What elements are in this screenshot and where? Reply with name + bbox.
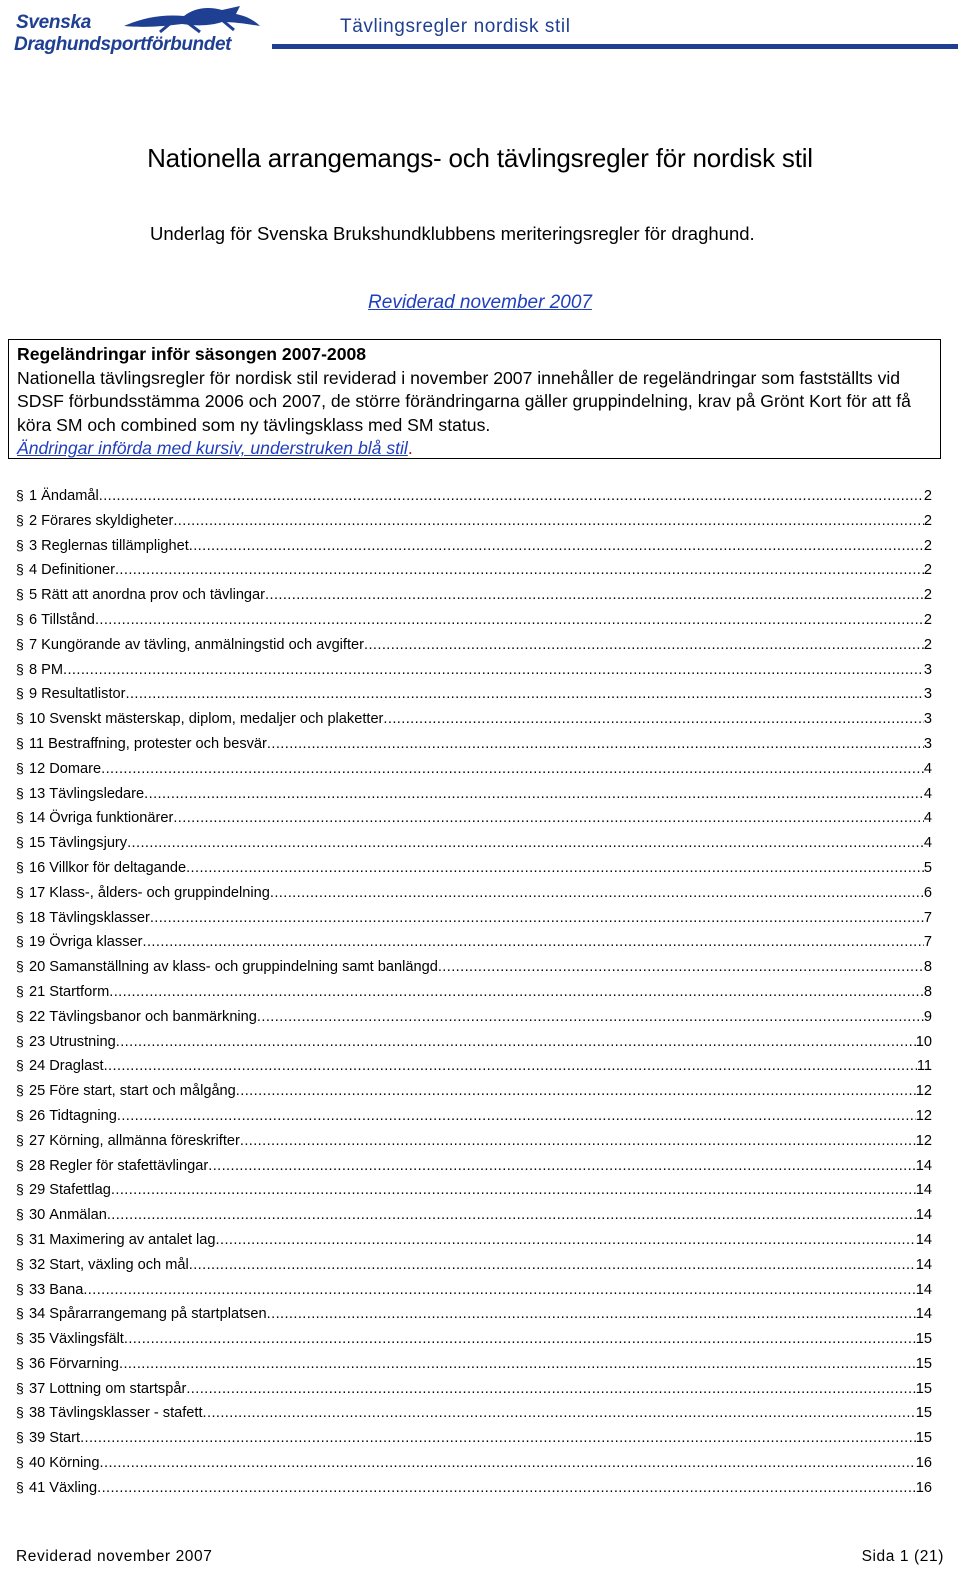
section-icon: § <box>16 1206 24 1223</box>
toc-number: 14 <box>29 810 46 827</box>
toc-entry[interactable] <box>16 1202 932 1227</box>
toc-label: Växlingsfält <box>49 1331 124 1348</box>
toc-page: 2 <box>923 488 932 504</box>
toc-page: 15 <box>915 1355 932 1372</box>
toc-number: 38 <box>29 1405 46 1422</box>
toc-number: 40 <box>29 1455 46 1472</box>
toc-number: 37 <box>29 1380 46 1397</box>
toc-number: 31 <box>29 1231 46 1248</box>
toc-page: 14 <box>915 1207 932 1224</box>
toc-label: Definitioner <box>41 562 115 579</box>
section-icon: § <box>16 908 24 925</box>
toc-label: Tillstånd <box>41 611 95 628</box>
toc-entry[interactable] <box>16 1153 932 1178</box>
document-title: Nationella arrangemangs- och tävlingsregler för nordisk stil <box>147 143 813 173</box>
rule-changes-notice <box>8 339 941 459</box>
toc-number: 33 <box>29 1281 46 1298</box>
toc-leader <box>115 558 924 583</box>
toc-label: Övriga funktionärer <box>49 810 174 827</box>
toc-label: PM <box>41 661 64 678</box>
toc-page: 12 <box>915 1083 932 1100</box>
toc-page: 14 <box>915 1231 932 1248</box>
toc-leader <box>107 1203 916 1228</box>
toc-leader <box>63 658 924 683</box>
section-icon: § <box>16 1131 24 1148</box>
toc-leader <box>257 1005 924 1030</box>
section-icon: § <box>16 784 24 801</box>
toc-leader <box>150 906 924 931</box>
toc-label: Regler för stafettävlingar <box>49 1157 209 1174</box>
toc-entry[interactable] <box>16 1475 932 1500</box>
notice-changes-line <box>17 437 932 461</box>
section-icon: § <box>16 1478 24 1495</box>
toc-page: 4 <box>923 835 932 852</box>
sdsf-logo <box>14 4 264 60</box>
toc-page: 4 <box>923 760 932 777</box>
toc-leader <box>95 608 924 633</box>
footer-page-number: Sida 1 (21) <box>861 1548 944 1565</box>
toc-entry[interactable] <box>16 582 932 607</box>
notice-heading: Regeländringar inför säsongen 2007-2008 <box>17 344 367 364</box>
toc-leader <box>109 980 924 1005</box>
section-icon: § <box>16 1007 24 1024</box>
toc-leader <box>267 732 924 757</box>
section-icon: § <box>16 858 24 875</box>
toc-leader <box>186 856 924 881</box>
toc-number: 19 <box>29 934 46 951</box>
toc-entry[interactable] <box>16 1351 932 1376</box>
toc-page: 7 <box>923 909 932 926</box>
toc-label: Tävlingsjury <box>49 835 128 852</box>
toc-leader <box>216 1228 916 1253</box>
toc-number: 27 <box>29 1132 46 1149</box>
toc-label: Villkor för deltagande <box>49 859 187 876</box>
footer-revision: Reviderad november 2007 <box>16 1548 213 1565</box>
toc-leader <box>116 1030 916 1055</box>
toc-page: 14 <box>915 1182 932 1199</box>
toc-number: 8 <box>29 661 38 678</box>
logo-text-draghund: Draghundsportförbundet <box>14 34 232 55</box>
toc-page: 2 <box>923 562 932 579</box>
toc-leader <box>117 1104 916 1129</box>
toc-page: 8 <box>923 983 932 1000</box>
toc-page: 8 <box>923 959 932 976</box>
section-icon: § <box>16 1454 24 1471</box>
section-icon: § <box>16 883 24 900</box>
toc-number: 16 <box>29 859 46 876</box>
toc-page: 11 <box>916 1058 932 1075</box>
section-icon: § <box>16 958 24 975</box>
toc-label: Före start, start och målgång <box>49 1083 236 1100</box>
toc-label: Draglast <box>49 1058 104 1075</box>
document-subtitle: Underlag för Svenska Brukshundklubbens meriteringsregler för draghund. <box>150 223 755 244</box>
toc-label: Start, växling och mål <box>49 1256 189 1273</box>
section-icon: § <box>16 1255 24 1272</box>
toc-page: 14 <box>915 1256 932 1273</box>
toc-leader <box>208 1154 916 1179</box>
toc-page: 4 <box>923 810 932 827</box>
section-icon: § <box>16 536 24 553</box>
section-icon: § <box>16 487 24 503</box>
header-title: Tävlingsregler nordisk stil <box>340 16 571 37</box>
notice-body: Nationella tävlingsregler för nordisk stil reviderad i november 2007 innehåller de regeländringar som fastställts vid SDSF förbundsstämma 2006 och 2007, de större förändringarna gäller gruppindelning, krav på Grönt Kort för att få köra SM och combined som ny tävlingsklass med SM status. <box>17 367 911 435</box>
toc-leader <box>100 1451 916 1476</box>
toc-number: 10 <box>29 711 46 728</box>
toc-label: Förvarning <box>49 1355 119 1372</box>
toc-number: 11 <box>29 735 45 752</box>
toc-entry[interactable] <box>16 979 932 1004</box>
toc-entry[interactable] <box>16 483 932 508</box>
section-icon: § <box>16 1379 24 1396</box>
section-icon: § <box>16 1032 24 1049</box>
toc-leader <box>104 1054 917 1079</box>
section-icon: § <box>16 1404 24 1421</box>
toc-page: 3 <box>923 735 932 752</box>
sled-dog-logo-icon <box>122 4 262 34</box>
toc-number: 9 <box>29 686 38 703</box>
toc-number: 28 <box>29 1157 46 1174</box>
toc-entry[interactable] <box>16 557 932 582</box>
toc-page: 15 <box>915 1405 932 1422</box>
toc-number: 13 <box>29 785 46 802</box>
toc-label: Körning <box>49 1455 100 1472</box>
toc-label: Resultatlistor <box>41 686 126 703</box>
page-header <box>0 0 960 62</box>
toc-label: Tävlingsklasser - stafett <box>49 1405 203 1422</box>
notice-changes-text: Ändringar införda med kursiv, understruken blå stil <box>17 438 408 459</box>
revised-link[interactable]: Reviderad november 2007 <box>368 292 592 313</box>
toc-number: 2 <box>29 512 38 529</box>
toc-leader <box>186 1377 915 1402</box>
toc-number: 23 <box>29 1033 46 1050</box>
toc-leader <box>97 1476 916 1501</box>
section-icon: § <box>16 1429 24 1446</box>
section-icon: § <box>16 809 24 826</box>
toc-entry[interactable] <box>16 1078 932 1103</box>
section-icon: § <box>16 734 24 751</box>
toc-page: 5 <box>923 859 932 876</box>
toc-entry[interactable] <box>16 1103 932 1128</box>
toc-entry[interactable] <box>16 954 932 979</box>
toc-leader <box>99 484 924 509</box>
toc-leader <box>364 633 924 658</box>
toc-label: Utrustning <box>49 1033 116 1050</box>
toc-leader <box>189 1253 916 1278</box>
toc-number: 21 <box>29 983 46 1000</box>
toc-leader <box>83 1278 915 1303</box>
toc-number: 3 <box>29 537 38 554</box>
toc-leader <box>143 930 924 955</box>
toc-number: 35 <box>29 1331 46 1348</box>
toc-page: 2 <box>923 512 932 529</box>
toc-leader <box>189 534 924 559</box>
toc-label: Samanställning av klass- och gruppindelning samt banlängd <box>49 959 438 976</box>
toc-page: 16 <box>915 1479 932 1496</box>
toc-label: Lottning om startspår <box>49 1380 187 1397</box>
toc-label: Övriga klasser <box>49 934 143 951</box>
toc-leader <box>127 831 924 856</box>
toc-label: Tävlingsledare <box>49 785 145 802</box>
toc-leader <box>80 1426 916 1451</box>
toc-entry[interactable] <box>16 1277 932 1302</box>
toc-leader <box>383 707 923 732</box>
section-icon: § <box>16 1354 24 1371</box>
toc-label: Start <box>49 1430 81 1447</box>
header-rule <box>272 44 958 49</box>
toc-label: Stafettlag <box>49 1182 111 1199</box>
section-icon: § <box>16 982 24 999</box>
toc-leader <box>101 757 924 782</box>
toc-label: Tävlingsbanor och banmärkning <box>49 1008 257 1025</box>
toc-number: 26 <box>29 1107 46 1124</box>
toc-entry[interactable] <box>16 508 932 533</box>
toc-entry[interactable] <box>16 880 932 905</box>
section-icon: § <box>16 511 24 528</box>
toc-entry[interactable] <box>16 929 932 954</box>
toc-entry[interactable] <box>16 1450 932 1475</box>
toc-entry[interactable] <box>16 855 932 880</box>
section-icon: § <box>16 1230 24 1247</box>
toc-page: 2 <box>923 636 932 653</box>
toc-number: 6 <box>29 611 38 628</box>
toc-leader <box>240 1129 916 1154</box>
section-icon: § <box>16 1305 24 1322</box>
toc-number: 22 <box>29 1008 46 1025</box>
toc-entry[interactable] <box>16 781 932 806</box>
toc-page: 2 <box>923 611 932 628</box>
toc-entry[interactable] <box>16 1425 932 1450</box>
toc-page: 6 <box>923 884 932 901</box>
toc-page: 15 <box>915 1331 932 1348</box>
toc-label: Bana <box>49 1281 84 1298</box>
toc-page: 3 <box>923 711 932 728</box>
toc-leader <box>438 955 924 980</box>
toc-leader <box>111 1178 916 1203</box>
toc-label: Körning, allmänna föreskrifter <box>49 1132 240 1149</box>
toc-number: 5 <box>29 587 38 604</box>
toc-page: 12 <box>915 1132 932 1149</box>
toc-leader <box>125 682 923 707</box>
toc-label: Maximering av antalet lag <box>49 1231 216 1248</box>
toc-page: 9 <box>923 1008 932 1025</box>
toc-number: 41 <box>29 1479 46 1496</box>
toc-label: Klass-, ålders- och gruppindelning <box>49 884 270 901</box>
section-icon: § <box>16 1156 24 1173</box>
toc-number: 18 <box>29 909 46 926</box>
toc-entry[interactable] <box>16 681 932 706</box>
toc-page: 14 <box>915 1306 932 1323</box>
toc-number: 12 <box>29 760 46 777</box>
toc-leader <box>236 1079 916 1104</box>
toc-entry[interactable] <box>16 1029 932 1054</box>
toc-entry[interactable] <box>16 1301 932 1326</box>
toc-entry[interactable] <box>16 1177 932 1202</box>
toc-label: Rätt att anordna prov och tävlingar <box>41 587 266 604</box>
toc-label: Ändamål <box>41 488 99 504</box>
toc-number: 17 <box>29 884 46 901</box>
toc-entry[interactable] <box>16 607 932 632</box>
toc-number: 34 <box>29 1306 46 1323</box>
toc-page: 10 <box>915 1033 932 1050</box>
toc-leader <box>124 1327 916 1352</box>
toc-entry[interactable] <box>16 1053 932 1078</box>
toc-number: 24 <box>29 1058 46 1075</box>
toc-leader <box>203 1401 916 1426</box>
toc-leader <box>144 782 924 807</box>
section-icon: § <box>16 1330 24 1347</box>
section-icon: § <box>16 1181 24 1198</box>
section-icon: § <box>16 685 24 702</box>
toc-entry[interactable] <box>16 905 932 930</box>
toc-number: 30 <box>29 1207 46 1224</box>
logo-text-svenska: Svenska <box>16 12 92 33</box>
section-icon: § <box>16 635 24 652</box>
toc-label: Kungörande av tävling, anmälningstid och avgifter <box>41 636 365 653</box>
toc-page: 3 <box>923 686 932 703</box>
toc-leader <box>173 509 924 534</box>
section-icon: § <box>16 710 24 727</box>
toc-label: Anmälan <box>49 1207 107 1224</box>
toc-entry[interactable] <box>16 830 932 855</box>
toc-entry[interactable] <box>16 1326 932 1351</box>
table-of-contents <box>16 483 932 1500</box>
toc-label: Svenskt mästerskap, diplom, medaljer och plaketter <box>49 711 384 728</box>
toc-page: 12 <box>915 1107 932 1124</box>
toc-entry[interactable] <box>16 1252 932 1277</box>
toc-label: Tidtagning <box>49 1107 117 1124</box>
toc-label: Domare <box>49 760 102 777</box>
toc-page: 7 <box>923 934 932 951</box>
section-icon: § <box>16 759 24 776</box>
toc-page: 14 <box>915 1157 932 1174</box>
toc-label: Förares skyldigheter <box>41 512 174 529</box>
toc-number: 39 <box>29 1430 46 1447</box>
toc-page: 15 <box>915 1430 932 1447</box>
section-icon: § <box>16 1280 24 1297</box>
toc-entry[interactable] <box>16 657 932 682</box>
toc-number: 20 <box>29 959 46 976</box>
toc-page: 4 <box>923 785 932 802</box>
section-icon: § <box>16 1057 24 1074</box>
toc-entry[interactable] <box>16 1004 932 1029</box>
toc-page: 2 <box>923 587 932 604</box>
toc-number: 25 <box>29 1083 46 1100</box>
section-icon: § <box>16 834 24 851</box>
toc-page: 15 <box>915 1380 932 1397</box>
toc-leader <box>119 1352 916 1377</box>
toc-number: 15 <box>29 835 46 852</box>
toc-label: Spårarrangemang på startplatsen <box>49 1306 267 1323</box>
toc-entry[interactable] <box>16 533 932 558</box>
toc-leader <box>270 881 924 906</box>
toc-label: Startform <box>49 983 110 1000</box>
toc-entry[interactable] <box>16 1128 932 1153</box>
notice-period: . <box>407 438 413 459</box>
toc-label: Bestraffning, protester och besvär <box>48 735 267 752</box>
toc-entry[interactable] <box>16 805 932 830</box>
toc-label: Tävlingsklasser <box>49 909 150 926</box>
section-icon: § <box>16 660 24 677</box>
toc-page: 2 <box>923 537 932 554</box>
toc-entry[interactable] <box>16 756 932 781</box>
toc-leader <box>265 583 924 608</box>
section-icon: § <box>16 1082 24 1099</box>
toc-page: 16 <box>915 1455 932 1472</box>
toc-page: 3 <box>923 661 932 678</box>
toc-entry[interactable] <box>16 1376 932 1401</box>
toc-number: 1 <box>29 488 38 504</box>
toc-entry[interactable] <box>16 1227 932 1252</box>
toc-entry[interactable] <box>16 706 932 731</box>
toc-label: Reglernas tillämplighet <box>41 537 189 554</box>
section-icon: § <box>16 586 24 603</box>
toc-entry[interactable] <box>16 731 932 756</box>
section-icon: § <box>16 1106 24 1123</box>
toc-leader <box>267 1302 916 1327</box>
toc-number: 29 <box>29 1182 46 1199</box>
toc-entry[interactable] <box>16 1400 932 1425</box>
toc-label: Växling <box>49 1479 98 1496</box>
section-icon: § <box>16 610 24 627</box>
toc-number: 4 <box>29 562 38 579</box>
toc-entry[interactable] <box>16 632 932 657</box>
toc-leader <box>173 806 924 831</box>
toc-number: 36 <box>29 1355 46 1372</box>
toc-number: 32 <box>29 1256 46 1273</box>
section-icon: § <box>16 561 24 578</box>
section-icon: § <box>16 933 24 950</box>
toc-number: 7 <box>29 636 38 653</box>
toc-page: 14 <box>915 1281 932 1298</box>
